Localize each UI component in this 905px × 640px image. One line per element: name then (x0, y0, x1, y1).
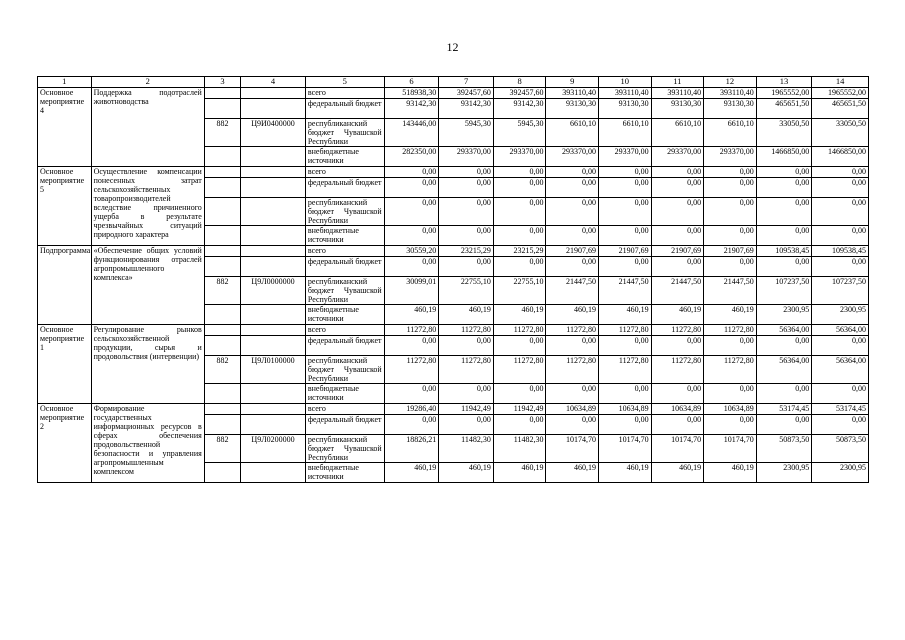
amount-cell: 10174,70 (651, 435, 704, 463)
amount-cell: 23215,29 (439, 246, 494, 257)
amount-cell: 460,19 (651, 305, 704, 325)
budget-code (241, 88, 306, 99)
amount-cell: 0,00 (384, 226, 439, 246)
amount-cell: 93130,30 (704, 99, 757, 119)
amount-cell: 2300,95 (756, 305, 812, 325)
column-header: 8 (493, 77, 546, 88)
amount-cell: 18826,21 (384, 435, 439, 463)
amount-cell: 293370,00 (651, 147, 704, 167)
amount-cell: 0,00 (493, 336, 546, 356)
amount-cell: 0,00 (704, 226, 757, 246)
header-row (38, 77, 869, 88)
funding-source: внебюджетные источники (305, 226, 384, 246)
grbs-code: 882 (204, 356, 240, 384)
amount-cell: 0,00 (384, 178, 439, 198)
table-row (38, 404, 869, 415)
amount-cell: 1965552,00 (812, 88, 869, 99)
amount-cell: 50873,50 (756, 435, 812, 463)
amount-cell: 0,00 (546, 415, 599, 435)
budget-code (241, 178, 306, 198)
amount-cell: 10634,89 (651, 404, 704, 415)
amount-cell: 1466850,00 (756, 147, 812, 167)
amount-cell: 0,00 (812, 198, 869, 226)
grbs-code: 882 (204, 119, 240, 147)
amount-cell: 460,19 (599, 463, 652, 483)
table-row (38, 325, 869, 336)
amount-cell: 10174,70 (704, 435, 757, 463)
amount-cell: 0,00 (599, 415, 652, 435)
amount-cell: 0,00 (493, 178, 546, 198)
amount-cell: 293370,00 (439, 147, 494, 167)
amount-cell: 2300,95 (756, 463, 812, 483)
amount-cell: 56364,00 (756, 325, 812, 336)
amount-cell: 0,00 (599, 178, 652, 198)
event-name: Основное мероприятие 4 (38, 88, 92, 167)
amount-cell: 0,00 (384, 384, 439, 404)
amount-cell: 11272,80 (439, 325, 494, 336)
amount-cell: 460,19 (439, 463, 494, 483)
amount-cell: 93130,30 (599, 99, 652, 119)
funding-source: республиканский бюджет Чувашской Республики (305, 198, 384, 226)
funding-source: республиканский бюджет Чувашской Республики (305, 435, 384, 463)
amount-cell: 10634,89 (704, 404, 757, 415)
amount-cell: 11482,30 (439, 435, 494, 463)
amount-cell: 0,00 (599, 384, 652, 404)
amount-cell: 0,00 (546, 257, 599, 277)
budget-code: Ц9И0400000 (241, 119, 306, 147)
amount-cell: 0,00 (704, 167, 757, 178)
event-name: Основное мероприятие 1 (38, 325, 92, 404)
column-header: 12 (704, 77, 757, 88)
budget-code: Ц9Л0200000 (241, 435, 306, 463)
amount-cell: 0,00 (439, 167, 494, 178)
budget-table (37, 76, 869, 483)
amount-cell: 0,00 (651, 257, 704, 277)
amount-cell: 460,19 (599, 305, 652, 325)
budget-code (241, 99, 306, 119)
budget-code (241, 198, 306, 226)
table-row (38, 246, 869, 257)
amount-cell: 518938,30 (384, 88, 439, 99)
amount-cell: 0,00 (756, 336, 812, 356)
amount-cell: 0,00 (756, 178, 812, 198)
budget-code (241, 246, 306, 257)
amount-cell: 0,00 (651, 384, 704, 404)
amount-cell: 0,00 (756, 257, 812, 277)
amount-cell: 0,00 (439, 257, 494, 277)
budget-code (241, 336, 306, 356)
amount-cell: 0,00 (651, 415, 704, 435)
amount-cell: 0,00 (493, 257, 546, 277)
grbs-code (204, 88, 240, 99)
amount-cell: 23215,29 (493, 246, 546, 257)
amount-cell: 460,19 (546, 305, 599, 325)
amount-cell: 0,00 (599, 226, 652, 246)
column-header: 6 (384, 77, 439, 88)
funding-source: всего (305, 246, 384, 257)
amount-cell: 0,00 (756, 384, 812, 404)
amount-cell: 0,00 (756, 226, 812, 246)
amount-cell: 53174,45 (756, 404, 812, 415)
amount-cell: 0,00 (599, 336, 652, 356)
amount-cell: 0,00 (704, 257, 757, 277)
amount-cell: 0,00 (651, 198, 704, 226)
amount-cell: 56364,00 (756, 356, 812, 384)
amount-cell: 0,00 (439, 384, 494, 404)
budget-code (241, 384, 306, 404)
amount-cell: 0,00 (599, 167, 652, 178)
funding-source: республиканский бюджет Чувашской Республики (305, 119, 384, 147)
event-title: Поддержка подотраслей животноводства (91, 88, 204, 167)
amount-cell: 0,00 (756, 198, 812, 226)
amount-cell: 30099,01 (384, 277, 439, 305)
column-header: 3 (204, 77, 240, 88)
funding-source: внебюджетные источники (305, 384, 384, 404)
amount-cell: 50873,50 (812, 435, 869, 463)
funding-source: всего (305, 325, 384, 336)
amount-cell: 11272,80 (599, 356, 652, 384)
amount-cell: 0,00 (812, 257, 869, 277)
amount-cell: 0,00 (493, 167, 546, 178)
amount-cell: 33050,50 (812, 119, 869, 147)
budget-code (241, 226, 306, 246)
amount-cell: 0,00 (439, 178, 494, 198)
amount-cell: 10634,89 (599, 404, 652, 415)
amount-cell: 0,00 (651, 226, 704, 246)
amount-cell: 0,00 (546, 167, 599, 178)
amount-cell: 0,00 (812, 167, 869, 178)
column-header: 14 (812, 77, 869, 88)
amount-cell: 0,00 (812, 226, 869, 246)
column-header: 7 (439, 77, 494, 88)
amount-cell: 0,00 (384, 167, 439, 178)
budget-code (241, 415, 306, 435)
page-number: 12 (446, 40, 459, 54)
amount-cell: 460,19 (384, 463, 439, 483)
amount-cell: 93130,30 (651, 99, 704, 119)
amount-cell: 11272,80 (704, 356, 757, 384)
funding-source: федеральный бюджет (305, 415, 384, 435)
amount-cell: 6610,10 (651, 119, 704, 147)
amount-cell: 0,00 (546, 178, 599, 198)
amount-cell: 11272,80 (651, 325, 704, 336)
amount-cell: 143446,00 (384, 119, 439, 147)
amount-cell: 293370,00 (599, 147, 652, 167)
amount-cell: 21907,69 (546, 246, 599, 257)
funding-source: внебюджетные источники (305, 305, 384, 325)
amount-cell: 19286,40 (384, 404, 439, 415)
grbs-code (204, 167, 240, 178)
amount-cell: 10174,70 (599, 435, 652, 463)
amount-cell: 0,00 (384, 257, 439, 277)
amount-cell: 460,19 (493, 463, 546, 483)
amount-cell: 11482,30 (493, 435, 546, 463)
funding-source: всего (305, 88, 384, 99)
amount-cell: 93142,30 (439, 99, 494, 119)
event-name: Основное мероприятие 5 (38, 167, 92, 246)
grbs-code (204, 178, 240, 198)
amount-cell: 0,00 (493, 415, 546, 435)
amount-cell: 30559,20 (384, 246, 439, 257)
grbs-code (204, 384, 240, 404)
amount-cell: 107237,50 (756, 277, 812, 305)
amount-cell: 0,00 (384, 198, 439, 226)
amount-cell: 21447,50 (651, 277, 704, 305)
event-title: Регулирование рынков сельскохозяйственной продукции, сырья и продовольствия (интервенции) (91, 325, 204, 404)
funding-source: республиканский бюджет Чувашской Республики (305, 356, 384, 384)
amount-cell: 11272,80 (599, 325, 652, 336)
amount-cell: 393110,40 (599, 88, 652, 99)
funding-source: федеральный бюджет (305, 99, 384, 119)
amount-cell: 10174,70 (546, 435, 599, 463)
grbs-code (204, 404, 240, 415)
amount-cell: 0,00 (599, 257, 652, 277)
amount-cell: 0,00 (439, 336, 494, 356)
amount-cell: 10634,89 (546, 404, 599, 415)
column-header: 5 (305, 77, 384, 88)
event-title: Формирование государственных информационных ресурсов в сферах обеспечения продовольственной безопасности и управления агропромышленным комплексом (91, 404, 204, 483)
amount-cell: 0,00 (384, 336, 439, 356)
amount-cell: 0,00 (812, 415, 869, 435)
amount-cell: 282350,00 (384, 147, 439, 167)
column-header: 11 (651, 77, 704, 88)
amount-cell: 109538,45 (756, 246, 812, 257)
amount-cell: 93142,30 (493, 99, 546, 119)
funding-source: республиканский бюджет Чувашской Республики (305, 277, 384, 305)
grbs-code (204, 305, 240, 325)
column-header: 2 (91, 77, 204, 88)
amount-cell: 0,00 (704, 198, 757, 226)
grbs-code (204, 336, 240, 356)
amount-cell: 460,19 (651, 463, 704, 483)
budget-code (241, 167, 306, 178)
amount-cell: 6610,10 (546, 119, 599, 147)
amount-cell: 293370,00 (704, 147, 757, 167)
amount-cell: 392457,60 (439, 88, 494, 99)
amount-cell: 11272,80 (546, 325, 599, 336)
amount-cell: 21907,69 (599, 246, 652, 257)
budget-code (241, 404, 306, 415)
amount-cell: 0,00 (651, 178, 704, 198)
amount-cell: 6610,10 (704, 119, 757, 147)
funding-source: всего (305, 404, 384, 415)
amount-cell: 0,00 (812, 178, 869, 198)
amount-cell: 0,00 (546, 384, 599, 404)
event-name: Подпрограмма (38, 246, 92, 325)
funding-source: всего (305, 167, 384, 178)
amount-cell: 93142,30 (384, 99, 439, 119)
funding-source: внебюджетные источники (305, 147, 384, 167)
amount-cell: 460,19 (493, 305, 546, 325)
amount-cell: 11272,80 (651, 356, 704, 384)
amount-cell: 11272,80 (439, 356, 494, 384)
budget-code (241, 257, 306, 277)
amount-cell: 21447,50 (704, 277, 757, 305)
budget-code: Ц9Л0000000 (241, 277, 306, 305)
budget-code: Ц9Л0100000 (241, 356, 306, 384)
amount-cell: 0,00 (546, 198, 599, 226)
amount-cell: 11272,80 (704, 325, 757, 336)
amount-cell: 393110,40 (651, 88, 704, 99)
amount-cell: 53174,45 (812, 404, 869, 415)
budget-code (241, 463, 306, 483)
column-header: 13 (756, 77, 812, 88)
amount-cell: 22755,10 (493, 277, 546, 305)
funding-source: внебюджетные источники (305, 463, 384, 483)
column-header: 9 (546, 77, 599, 88)
event-title: Осуществление компенсации понесенных затрат сельскохозяйственных товаропроизводителей вследствие причиненного ущерба в результате чрезвычайных ситуаций природного характера (91, 167, 204, 246)
amount-cell: 5945,30 (493, 119, 546, 147)
amount-cell: 465651,50 (756, 99, 812, 119)
amount-cell: 0,00 (651, 336, 704, 356)
grbs-code (204, 99, 240, 119)
grbs-code (204, 257, 240, 277)
amount-cell: 0,00 (439, 226, 494, 246)
amount-cell: 11272,80 (384, 325, 439, 336)
budget-code (241, 147, 306, 167)
event-title: «Обеспечение общих условий функционирования отраслей агропромышленного комплекса» (91, 246, 204, 325)
amount-cell: 11942,49 (493, 404, 546, 415)
amount-cell: 6610,10 (599, 119, 652, 147)
funding-source: федеральный бюджет (305, 257, 384, 277)
amount-cell: 0,00 (704, 336, 757, 356)
amount-cell: 11272,80 (384, 356, 439, 384)
column-header: 10 (599, 77, 652, 88)
amount-cell: 0,00 (599, 198, 652, 226)
amount-cell: 21447,50 (546, 277, 599, 305)
grbs-code (204, 463, 240, 483)
grbs-code (204, 198, 240, 226)
amount-cell: 5945,30 (439, 119, 494, 147)
amount-cell: 1466850,00 (812, 147, 869, 167)
amount-cell: 2300,95 (812, 305, 869, 325)
amount-cell: 460,19 (384, 305, 439, 325)
amount-cell: 460,19 (704, 305, 757, 325)
amount-cell: 0,00 (439, 198, 494, 226)
amount-cell: 0,00 (812, 384, 869, 404)
amount-cell: 0,00 (704, 415, 757, 435)
column-header: 1 (38, 77, 92, 88)
amount-cell: 93130,30 (546, 99, 599, 119)
amount-cell: 21907,69 (704, 246, 757, 257)
amount-cell: 1965552,00 (756, 88, 812, 99)
amount-cell: 21907,69 (651, 246, 704, 257)
funding-source: федеральный бюджет (305, 336, 384, 356)
amount-cell: 0,00 (756, 415, 812, 435)
amount-cell: 460,19 (704, 463, 757, 483)
amount-cell: 0,00 (704, 178, 757, 198)
grbs-code (204, 226, 240, 246)
amount-cell: 0,00 (493, 226, 546, 246)
amount-cell: 0,00 (546, 226, 599, 246)
amount-cell: 11272,80 (493, 325, 546, 336)
grbs-code (204, 246, 240, 257)
amount-cell: 0,00 (439, 415, 494, 435)
amount-cell: 109538,45 (812, 246, 869, 257)
amount-cell: 0,00 (651, 167, 704, 178)
table-row (38, 88, 869, 99)
amount-cell: 0,00 (756, 167, 812, 178)
column-header: 4 (241, 77, 306, 88)
table-row (38, 167, 869, 178)
amount-cell: 0,00 (812, 336, 869, 356)
grbs-code: 882 (204, 435, 240, 463)
amount-cell: 2300,95 (812, 463, 869, 483)
amount-cell: 21447,50 (599, 277, 652, 305)
event-name: Основное мероприятие 2 (38, 404, 92, 483)
amount-cell: 11272,80 (493, 356, 546, 384)
amount-cell: 460,19 (546, 463, 599, 483)
amount-cell: 293370,00 (546, 147, 599, 167)
amount-cell: 56364,00 (812, 356, 869, 384)
grbs-code (204, 415, 240, 435)
amount-cell: 392457,60 (493, 88, 546, 99)
grbs-code: 882 (204, 277, 240, 305)
amount-cell: 0,00 (546, 336, 599, 356)
amount-cell: 33050,50 (756, 119, 812, 147)
amount-cell: 11942,49 (439, 404, 494, 415)
amount-cell: 22755,10 (439, 277, 494, 305)
amount-cell: 0,00 (493, 384, 546, 404)
amount-cell: 465651,50 (812, 99, 869, 119)
amount-cell: 11272,80 (546, 356, 599, 384)
amount-cell: 0,00 (704, 384, 757, 404)
budget-code (241, 305, 306, 325)
funding-source: федеральный бюджет (305, 178, 384, 198)
budget-code (241, 325, 306, 336)
amount-cell: 293370,00 (493, 147, 546, 167)
amount-cell: 0,00 (493, 198, 546, 226)
amount-cell: 460,19 (439, 305, 494, 325)
grbs-code (204, 325, 240, 336)
amount-cell: 393110,40 (546, 88, 599, 99)
amount-cell: 0,00 (384, 415, 439, 435)
amount-cell: 107237,50 (812, 277, 869, 305)
amount-cell: 56364,00 (812, 325, 869, 336)
amount-cell: 393110,40 (704, 88, 757, 99)
grbs-code (204, 147, 240, 167)
